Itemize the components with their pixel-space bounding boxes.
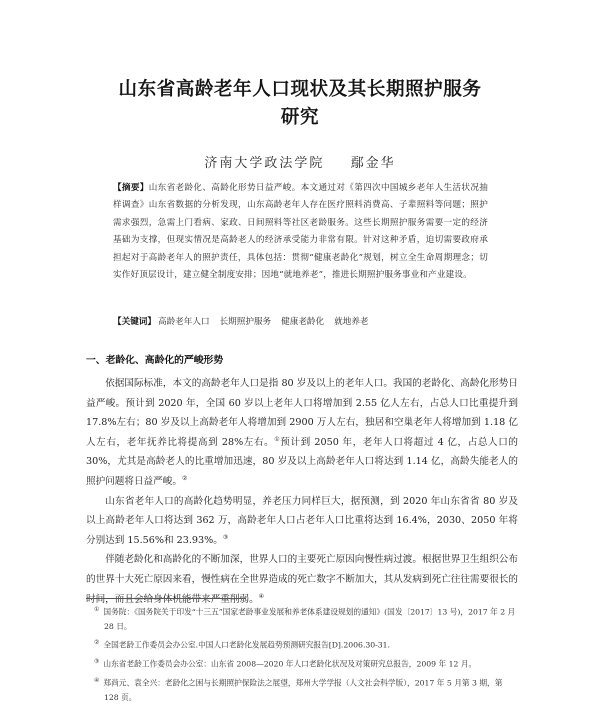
footnote-ref: ①: [274, 435, 281, 443]
keywords-label: 【关键词】: [113, 317, 156, 327]
footnote-ref: ②: [181, 474, 188, 482]
footnote-text: 全国老龄工作委员会办公室.中国人口老龄化发展趋势预测研究报告[D].2006.30-31.: [103, 640, 390, 650]
paragraph: [86, 550, 518, 609]
footnote-mark: ③: [94, 658, 100, 666]
footnote-text: 国务院：《国务院关于印发“十三五”国家老龄事业发展和养老体系建设规划的通知》(国发〔2017〕13 号)，2017 年 2 月 28 日。: [103, 607, 516, 631]
title-line-2: 研究: [280, 107, 320, 128]
paragraph-text: 依据国际标准，本文的高龄老年人口是指 80 岁及以上的老年人口。我国的老龄化、高龄化形势日益严峻。预计到 2020 年，全国 60 岁以上老年人口将增加到 2.55 亿人左右，占总人口比重提升到 17.8%左右；80 岁及以上高龄老年人将增加到 2900 万人左右，独居和空巢老年人将增加到 1.18 亿人左右，老年抚养比将提高到 28%左右。: [86, 378, 518, 448]
author-affiliation: 济南大学政法学院: [204, 156, 325, 171]
footnote: [86, 655, 518, 672]
abstract: [113, 180, 488, 284]
keyword-item: 长期照护服务: [219, 317, 272, 327]
footnotes: [86, 603, 518, 708]
footnote: [86, 603, 518, 634]
footnote-mark: ①: [94, 606, 100, 613]
keyword-item: 健康老龄化: [281, 317, 325, 327]
footnote-divider: [86, 598, 246, 599]
author-line: [100, 152, 500, 171]
paragraph-text: 伴随老龄化和高龄化的不断加深，世界人口的主要死亡原因向慢性病过渡。根据世界卫生组织公布的世界十大死亡原因来看，慢性病在全世界造成的死亡数字不断加大，其从发病到死亡往往需要很长的时间，而且会给身体机能带来严重削弱。: [86, 554, 518, 605]
footnote-text: 郑尚元、袁全兴：老龄化之困与长期照护保险法之展望，郑州大学学报（人文社会科学版），2017 年 5 月第 3 期，第 128 页。: [103, 678, 503, 703]
title-line-1: 山东省高龄老年人口现状及其长期照护服务: [118, 79, 482, 100]
footnote-mark: ②: [94, 639, 100, 647]
footnote-ref: ③: [222, 533, 229, 541]
paper-title: [100, 76, 500, 132]
abstract-label: 【摘要】: [113, 183, 149, 193]
paragraph: [86, 374, 518, 492]
footnote-text: 山东省老龄工作委员会办公室：山东省 2008—2020 年人口老龄化状况及对策研究总报告，2009 年 12 月。: [103, 659, 477, 669]
footnote: [86, 674, 518, 705]
footnote: [86, 636, 518, 653]
section-body: [86, 374, 518, 609]
paragraph: [86, 492, 518, 551]
section-heading: 一、老龄化、高龄化的严峻形势: [86, 355, 224, 366]
keyword-item: 高龄老年人口: [157, 317, 210, 327]
paragraph-text: 山东省老年人口的高龄化趋势明显，养老压力同样巨大，据预测，到 2020 年山东省省 80 岁及以上高龄老年人口将达到 362 万，高龄老年人口占老年人口比重将达到 16.4%，2030、2050 年将分别达到 15.56%和 23.93%。: [86, 495, 518, 546]
keyword-item: 就地养老: [334, 317, 369, 327]
abstract-text: 山东省老龄化、高龄化形势日益严峻。本文通过对《第四次中国城乡老年人生活状况抽样调查》山东省数据的分析发现，山东高龄老年人存在医疗照料消费高、子辈照料等问题；照护需求强烈，急需上门看病、家政、日间照料等社区老龄服务。这些长期照护服务需要一定的经济基础为支撑，但现实情况是高龄老人的经济承受能力非常有限。针对这种矛盾，迫切需要政府承担起对于高龄老年人的照护责任，具体包括：贯彻“健康老龄化”规划，树立全生命周期理念；切实作好顶层设计，建立健全制度安排；因地“就地养老”，推进长期照护服务事业和产业建设。: [113, 183, 488, 281]
footnote-mark: ④: [94, 677, 100, 685]
footnote-ref: ④: [258, 592, 265, 600]
keywords: [113, 314, 488, 330]
author-name: 鄢金华: [350, 156, 396, 171]
paragraph-text: 预计到 2050 年，老年人口将超过 4 亿，占总人口的 30%，尤其是高龄老人的比重增加迅速，80 岁及以上高龄老年人口将达到 1.14 亿，高龄失能老人的照护问题将日益严峻。: [86, 436, 518, 487]
